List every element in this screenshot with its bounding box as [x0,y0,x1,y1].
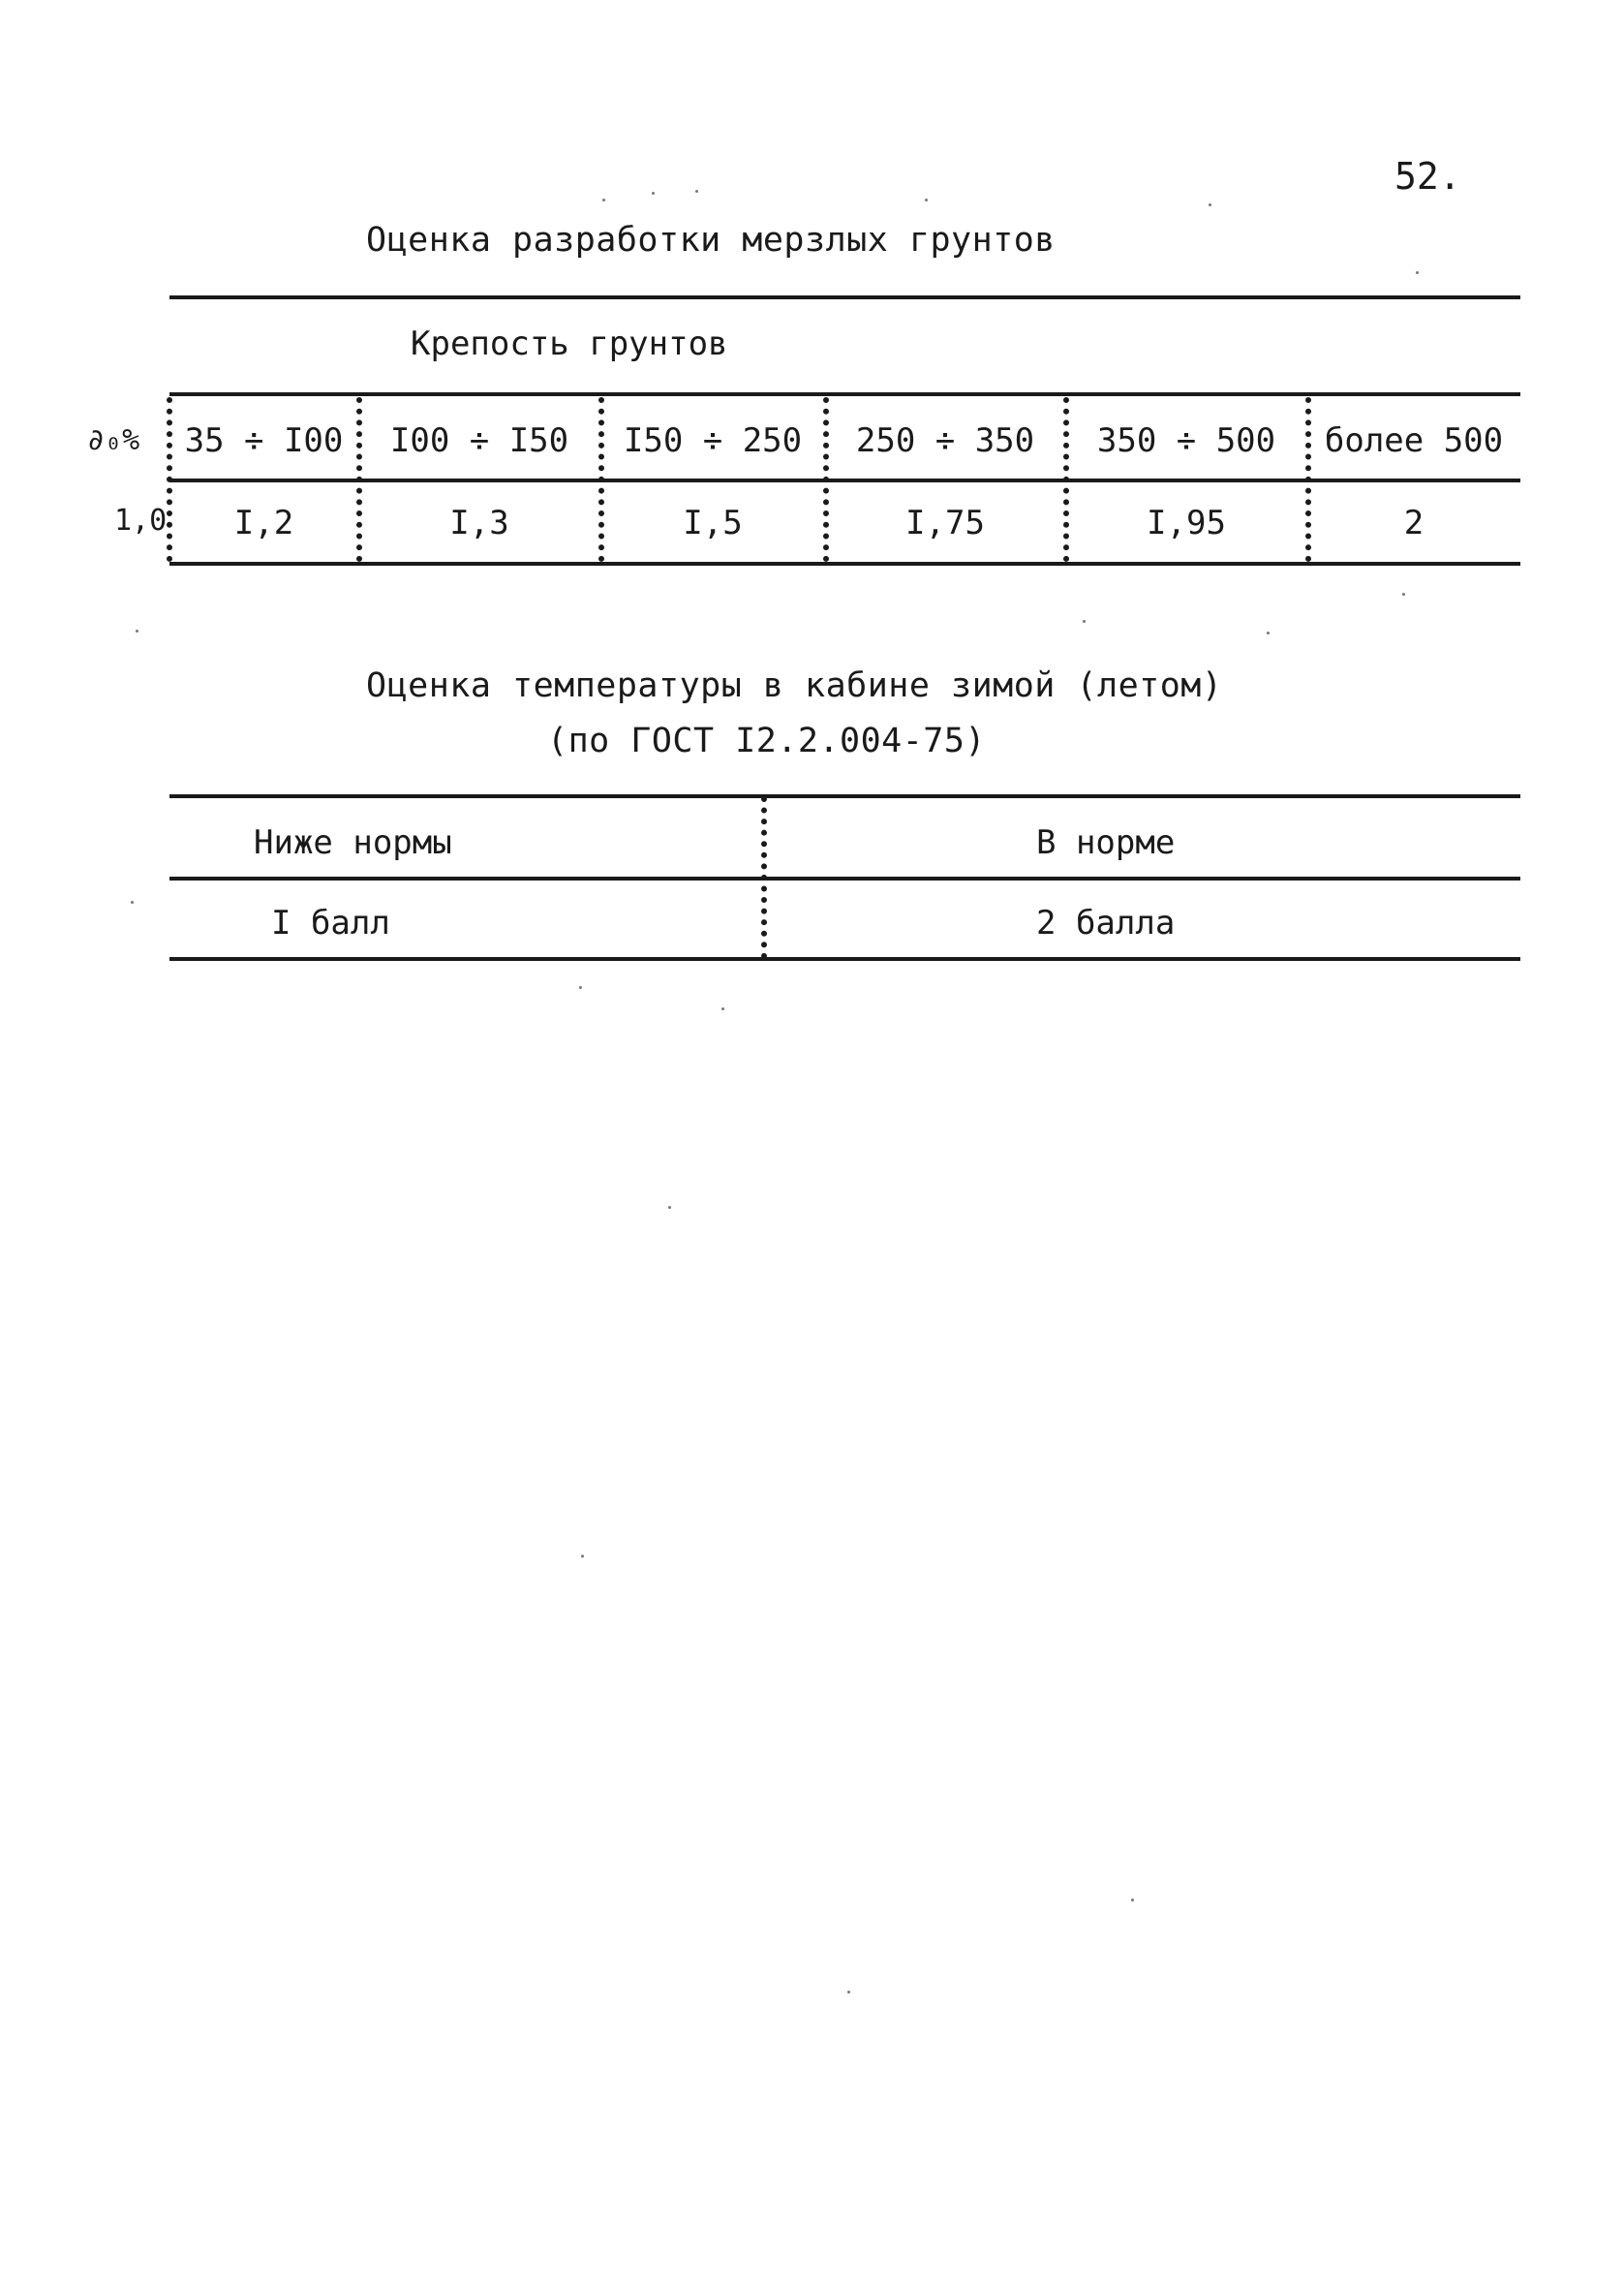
table2-header-in-norm: В норме [1036,823,1176,862]
table1-header-rule [169,392,1520,396]
column-separator [598,397,604,562]
coefficient-cell: I,95 [1147,504,1226,542]
scan-speck [668,1206,671,1209]
row-label-bottom: 1,0 [114,504,168,538]
table1-subheader: Крепость грунтов [411,325,728,363]
page-number: 52. [1394,155,1461,198]
scan-speck [602,199,605,201]
table2-title: Оценка температуры в кабине зимой (летом) [366,666,1223,705]
table2-score-in-norm: 2 балла [1036,904,1176,943]
column-separator [167,397,172,562]
scan-speck [847,1991,850,1994]
scan-speck [925,199,928,201]
table2-top-rule [169,794,1520,798]
coefficient-cell: I,2 [233,504,294,542]
column-separator [823,397,829,562]
scan-speck [695,190,698,193]
range-cell: 35 ÷ I00 [184,421,344,460]
scan-speck [1131,1899,1134,1902]
scan-speck [1402,593,1405,596]
scan-speck [131,901,134,904]
table2-score-below-norm: I балл [271,904,390,943]
range-cell: I00 ÷ I50 [389,421,569,460]
column-separator [1305,397,1311,562]
column-separator [761,796,767,959]
scan-speck [1083,620,1086,623]
table1-bottom-rule [169,562,1520,566]
scan-speck [579,986,582,989]
scan-speck [721,1007,724,1010]
range-cell: 250 ÷ 350 [855,421,1035,460]
row-label-top: ∂₀% [87,423,140,457]
coefficient-cell: I,75 [905,504,985,542]
scan-speck [652,192,655,195]
scan-speck [1209,203,1211,206]
range-cell: более 500 [1324,421,1504,460]
scan-speck [1416,271,1419,274]
scan-speck [136,630,138,633]
table1-title: Оценка разработки мерзлых грунтов [366,221,1056,260]
coefficient-cell: I,3 [449,504,509,542]
coefficient-cell: 2 [1403,504,1425,542]
column-separator [356,397,362,562]
table2-mid-rule [169,877,1520,881]
range-cell: 350 ÷ 500 [1096,421,1276,460]
table2-subtitle: (по ГОСТ I2.2.004-75) [547,722,987,760]
scan-speck [581,1555,584,1558]
range-cell: I50 ÷ 250 [623,421,803,460]
coefficient-cell: I,5 [683,504,743,542]
table1-top-rule [169,295,1520,299]
table1-mid-rule [169,479,1520,482]
column-separator [1063,397,1069,562]
table2-header-below-norm: Ниже нормы [254,823,452,862]
scan-speck [1267,632,1270,634]
table2-bottom-rule [169,957,1520,961]
